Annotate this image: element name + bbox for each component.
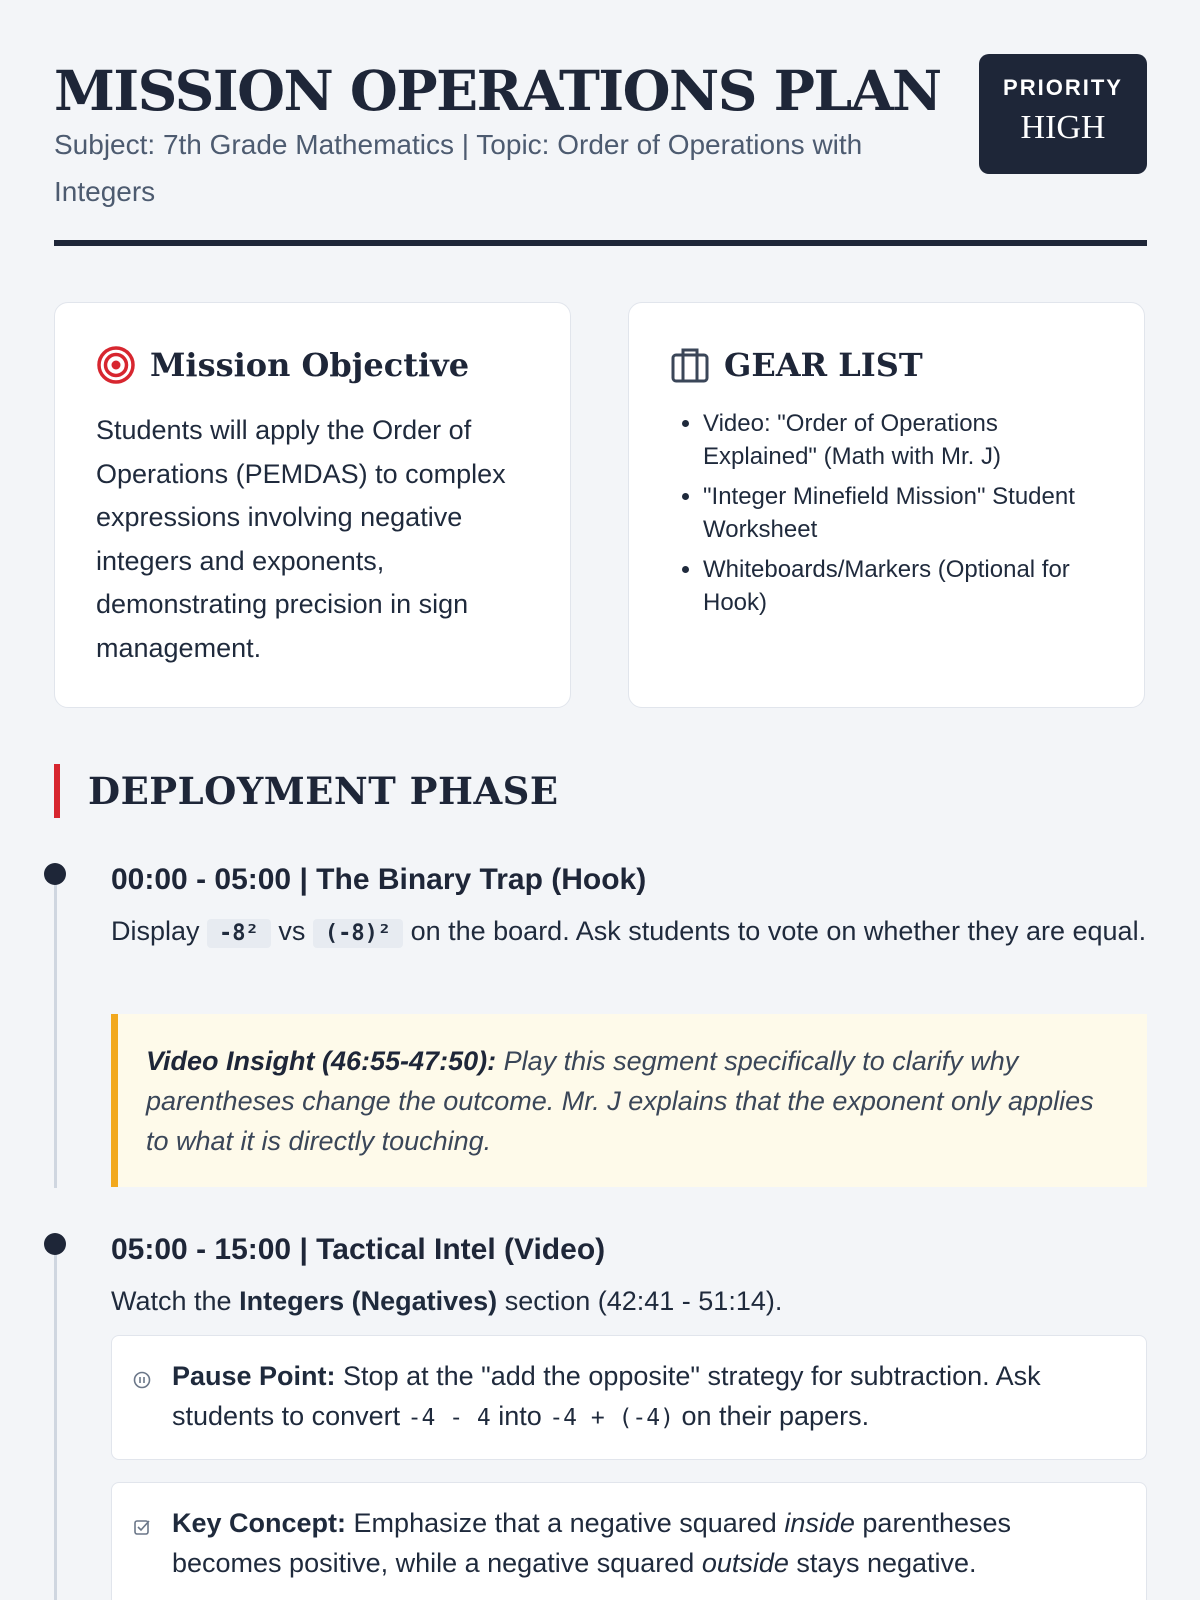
gear-list-header bbox=[670, 343, 923, 387]
gear-list-item: • Whiteboards/Markers (Optional for Hook) bbox=[703, 553, 1110, 619]
timeline-dot bbox=[44, 863, 66, 885]
phase-description bbox=[111, 910, 1147, 955]
checkbox-icon bbox=[132, 1517, 152, 1537]
gear-list-card bbox=[628, 302, 1145, 708]
note-emphasis: inside bbox=[784, 1508, 855, 1538]
gear-list-item: • Video: "Order of Operations Explained" (Math with Mr. J) bbox=[703, 407, 1110, 473]
phase-text: vs bbox=[278, 916, 306, 946]
deployment-section-header bbox=[54, 764, 559, 818]
target-icon bbox=[96, 345, 136, 385]
expression-code: -8² bbox=[207, 919, 271, 948]
expression-code: (-8)² bbox=[313, 919, 403, 948]
insight-label: Video Insight (46:55-47:50): bbox=[146, 1046, 497, 1076]
gear-list-item: • "Integer Minefield Mission" Student Worksheet bbox=[703, 480, 1110, 546]
mission-objective-card bbox=[54, 302, 571, 708]
page-header bbox=[54, 52, 1147, 248]
phase-text: on the board. Ask students to vote on whether they are equal. bbox=[410, 916, 1147, 946]
note-text: on their papers. bbox=[681, 1401, 870, 1431]
section-accent-bar bbox=[54, 764, 60, 818]
key-concept-note bbox=[111, 1482, 1147, 1600]
page-subtitle: Subject: 7th Grade Mathematics | Topic: Order of Operations with Integers bbox=[54, 129, 863, 207]
priority-badge bbox=[979, 54, 1147, 174]
note-text: parentheses becomes positive, while a negative squared bbox=[172, 1508, 1012, 1578]
phase-text: Display bbox=[111, 916, 200, 946]
note-emphasis: outside bbox=[701, 1548, 789, 1578]
note-text: into bbox=[498, 1401, 542, 1431]
insight-text: Play this segment specifically to clarify why parentheses change the outcome. Mr. J explains that the exponent only applies to what it is directly touching. bbox=[146, 1046, 1094, 1156]
mission-objective-title: Mission Objective bbox=[150, 346, 470, 384]
expression-inline: -4 + (-4) bbox=[549, 1405, 674, 1431]
phase-title: 00:00 - 05:00 | The Binary Trap (Hook) bbox=[111, 863, 647, 896]
phase-title: 05:00 - 15:00 | Tactical Intel (Video) bbox=[111, 1233, 606, 1266]
pause-point-note bbox=[111, 1335, 1147, 1460]
gear-list bbox=[670, 407, 1110, 626]
mission-objective-header bbox=[96, 343, 469, 387]
phase-text: section (42:41 - 51:14). bbox=[504, 1286, 783, 1316]
gear-list-title: GEAR LIST bbox=[724, 346, 923, 384]
note-text: Emphasize that a negative squared bbox=[353, 1508, 777, 1538]
deployment-title: DEPLOYMENT PHASE bbox=[88, 769, 559, 813]
priority-label: PRIORITY bbox=[1003, 75, 1123, 100]
page-title: MISSION OPERATIONS PLAN bbox=[54, 58, 941, 123]
phase-description bbox=[111, 1280, 1147, 1323]
phase-text-bold: Integers (Negatives) bbox=[239, 1286, 498, 1316]
note-label: Key Concept: bbox=[172, 1508, 347, 1538]
note-label: Pause Point: bbox=[172, 1361, 336, 1391]
timeline-dot bbox=[44, 1233, 66, 1255]
note-text: Stop at the "add the opposite" strategy for subtraction. Ask students to convert bbox=[172, 1361, 1041, 1431]
timeline-line bbox=[54, 1254, 57, 1600]
timeline-line bbox=[54, 884, 57, 1188]
expression-inline: -4 - 4 bbox=[407, 1405, 491, 1431]
priority-value: HIGH bbox=[1020, 109, 1106, 146]
header-divider bbox=[54, 240, 1147, 246]
note-text: stays negative. bbox=[796, 1548, 977, 1578]
briefcase-icon bbox=[670, 345, 710, 385]
mission-objective-text: Students will apply the Order of Operations (PEMDAS) to complex expressions involving negative integers and exponents, demonstrating precision in sign management. bbox=[96, 415, 506, 663]
video-insight-callout bbox=[111, 1014, 1147, 1187]
pause-icon bbox=[132, 1370, 152, 1390]
phase-text: Watch the bbox=[111, 1286, 232, 1316]
